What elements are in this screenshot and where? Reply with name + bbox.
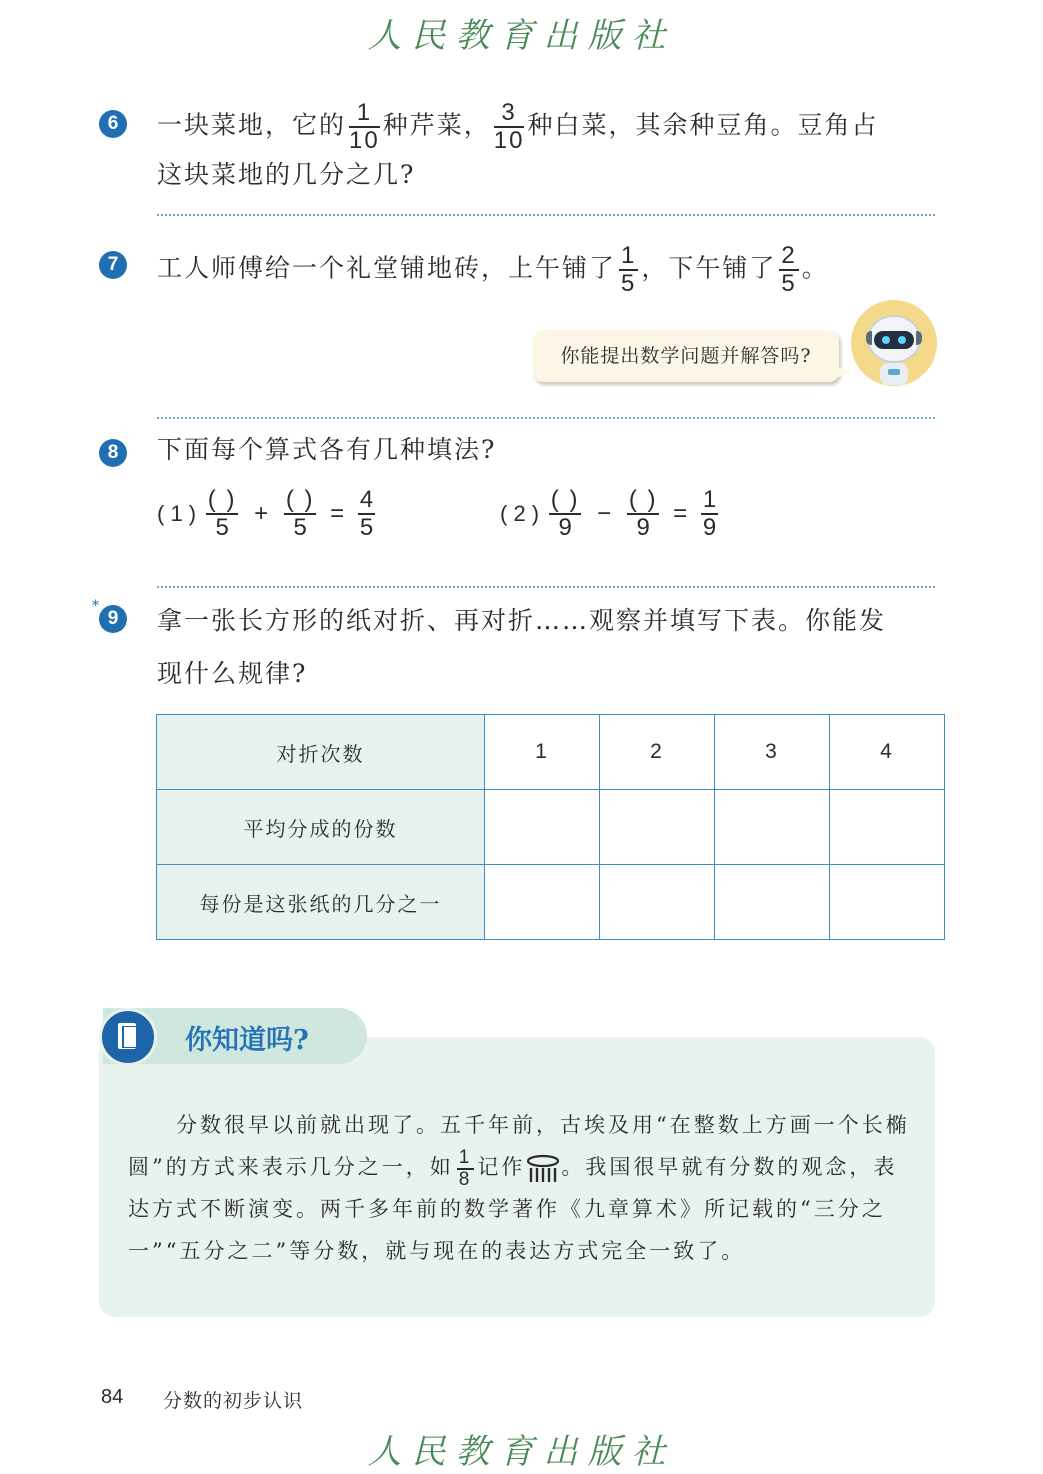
q6-text-2: 种芹菜， [382,110,491,140]
divider [157,214,935,216]
equation-1 [157,487,378,541]
row-header: 平均分成的份数 [157,790,485,865]
fraction-denominator: 9 [702,514,717,541]
speech-bubble-tail [828,362,850,382]
blank-fraction [549,487,582,541]
question-9-badge: 9 [99,605,127,633]
info-paragraph-line4: 一”“五分之二”等分数，就与现在的表达方式完全一致了。 [128,1239,746,1263]
fraction-denominator: 9 [636,514,650,541]
q6-text-1: 一块菜地，它的 [157,110,347,140]
question-7-text [157,243,829,297]
fraction-numerator: 4 [359,486,374,513]
column-header: 4 [830,715,945,790]
q6-text-3: 种白菜，其余种豆角。豆角占 [527,110,879,140]
equation-label: ( 1 ) [157,501,197,526]
robot-mascot-icon [850,299,938,387]
q7-text-3: 。 [801,253,829,283]
question-7-badge: 7 [99,251,127,279]
answer-cell[interactable] [830,790,945,865]
fraction [701,487,718,541]
question-6-line1 [157,100,878,154]
operator: + [254,500,269,527]
operator: − [597,500,612,527]
blank-fraction [206,487,239,541]
fraction [779,243,798,297]
fraction-numerator: ( ) [628,486,658,513]
column-header: 2 [600,715,715,790]
publisher-footer: 人民教育出版社 [367,1432,676,1472]
blank-fraction [627,487,660,541]
equals-sign: = [330,500,345,527]
fraction [349,100,380,154]
q7-text-2: ，下午铺了 [641,253,777,283]
optional-star: * [92,598,99,614]
answer-cell[interactable] [485,790,600,865]
info-text: 。我国很早就有分数的观念，表 [561,1155,898,1179]
answer-cell[interactable] [715,865,830,940]
question-6-badge: 6 [99,110,127,138]
chapter-title: 分数的初步认识 [163,1390,304,1412]
equals-sign: = [673,500,688,527]
blank-fraction [284,487,317,541]
answer-cell[interactable] [715,790,830,865]
fraction-denominator: 5 [293,514,307,541]
divider [157,417,935,419]
divider [157,586,935,588]
egyptian-fraction-symbol-icon [525,1154,561,1184]
fraction-denominator: 9 [558,514,572,541]
page-number: 84 [101,1386,124,1408]
speech-bubble: 你能提出数学问题并解答吗? [533,330,839,382]
table-row [157,790,945,865]
fraction [619,243,638,297]
fraction [358,487,375,541]
equation-2 [500,487,721,541]
question-9-line2: 现什么规律? [157,659,308,688]
fraction-numerator: 1 [702,486,717,513]
fraction-numerator: 1 [621,242,637,269]
info-title: 你知道吗? [185,1025,309,1056]
q7-text-1: 工人师傅给一个礼堂铺地砖，上午铺了 [157,253,617,283]
question-9-line1: 拿一张长方形的纸对折、再对折……观察并填写下表。你能发 [157,606,887,635]
answer-cell[interactable] [600,865,715,940]
question-6-line2: 这块菜地的几分之几? [157,160,416,189]
row-header: 对折次数 [157,715,485,790]
info-paragraph-line3: 达方式不断演变。两千多年前的数学著作《九章算术》所记载的“三分之 [128,1197,886,1221]
equation-label: ( 2 ) [500,501,540,526]
fraction-numerator: 1 [458,1146,473,1168]
fraction [457,1148,475,1190]
fraction [494,100,525,154]
column-header: 1 [485,715,600,790]
fraction-denominator: 5 [359,514,374,541]
fraction-denominator: 10 [493,127,525,154]
fraction-numerator: 2 [781,242,797,269]
fraction-numerator: ( ) [207,486,237,513]
info-paragraph-line2 [128,1146,897,1190]
info-paragraph-line1: 分数很早以前就出现了。五千年前，古埃及用“在整数上方画一个长椭 [176,1113,910,1137]
row-header: 每份是这张纸的几分之一 [157,865,485,940]
fraction-numerator: ( ) [285,486,315,513]
book-icon [99,1008,157,1066]
publisher-header: 人民教育出版社 [367,16,676,56]
column-header: 3 [715,715,830,790]
fraction-numerator: 3 [494,100,525,128]
table-row [157,715,945,790]
answer-cell[interactable] [830,865,945,940]
answer-cell[interactable] [600,790,715,865]
table-row [157,865,945,940]
fraction-denominator: 5 [621,270,637,297]
info-text: 圆”的方式来表示几分之一，如 [128,1155,454,1179]
question-8-text: 下面每个算式各有几种填法? [157,435,497,464]
fraction-denominator: 10 [349,127,380,154]
fraction-denominator: 5 [781,270,797,297]
fraction-numerator: ( ) [550,486,580,513]
folding-table [156,714,945,940]
info-text: 记作 [477,1155,526,1179]
question-8-badge: 8 [99,439,127,467]
fraction-denominator: 5 [215,514,229,541]
fraction-denominator: 8 [458,1168,473,1190]
fraction-numerator: 1 [349,100,380,128]
answer-cell[interactable] [485,865,600,940]
